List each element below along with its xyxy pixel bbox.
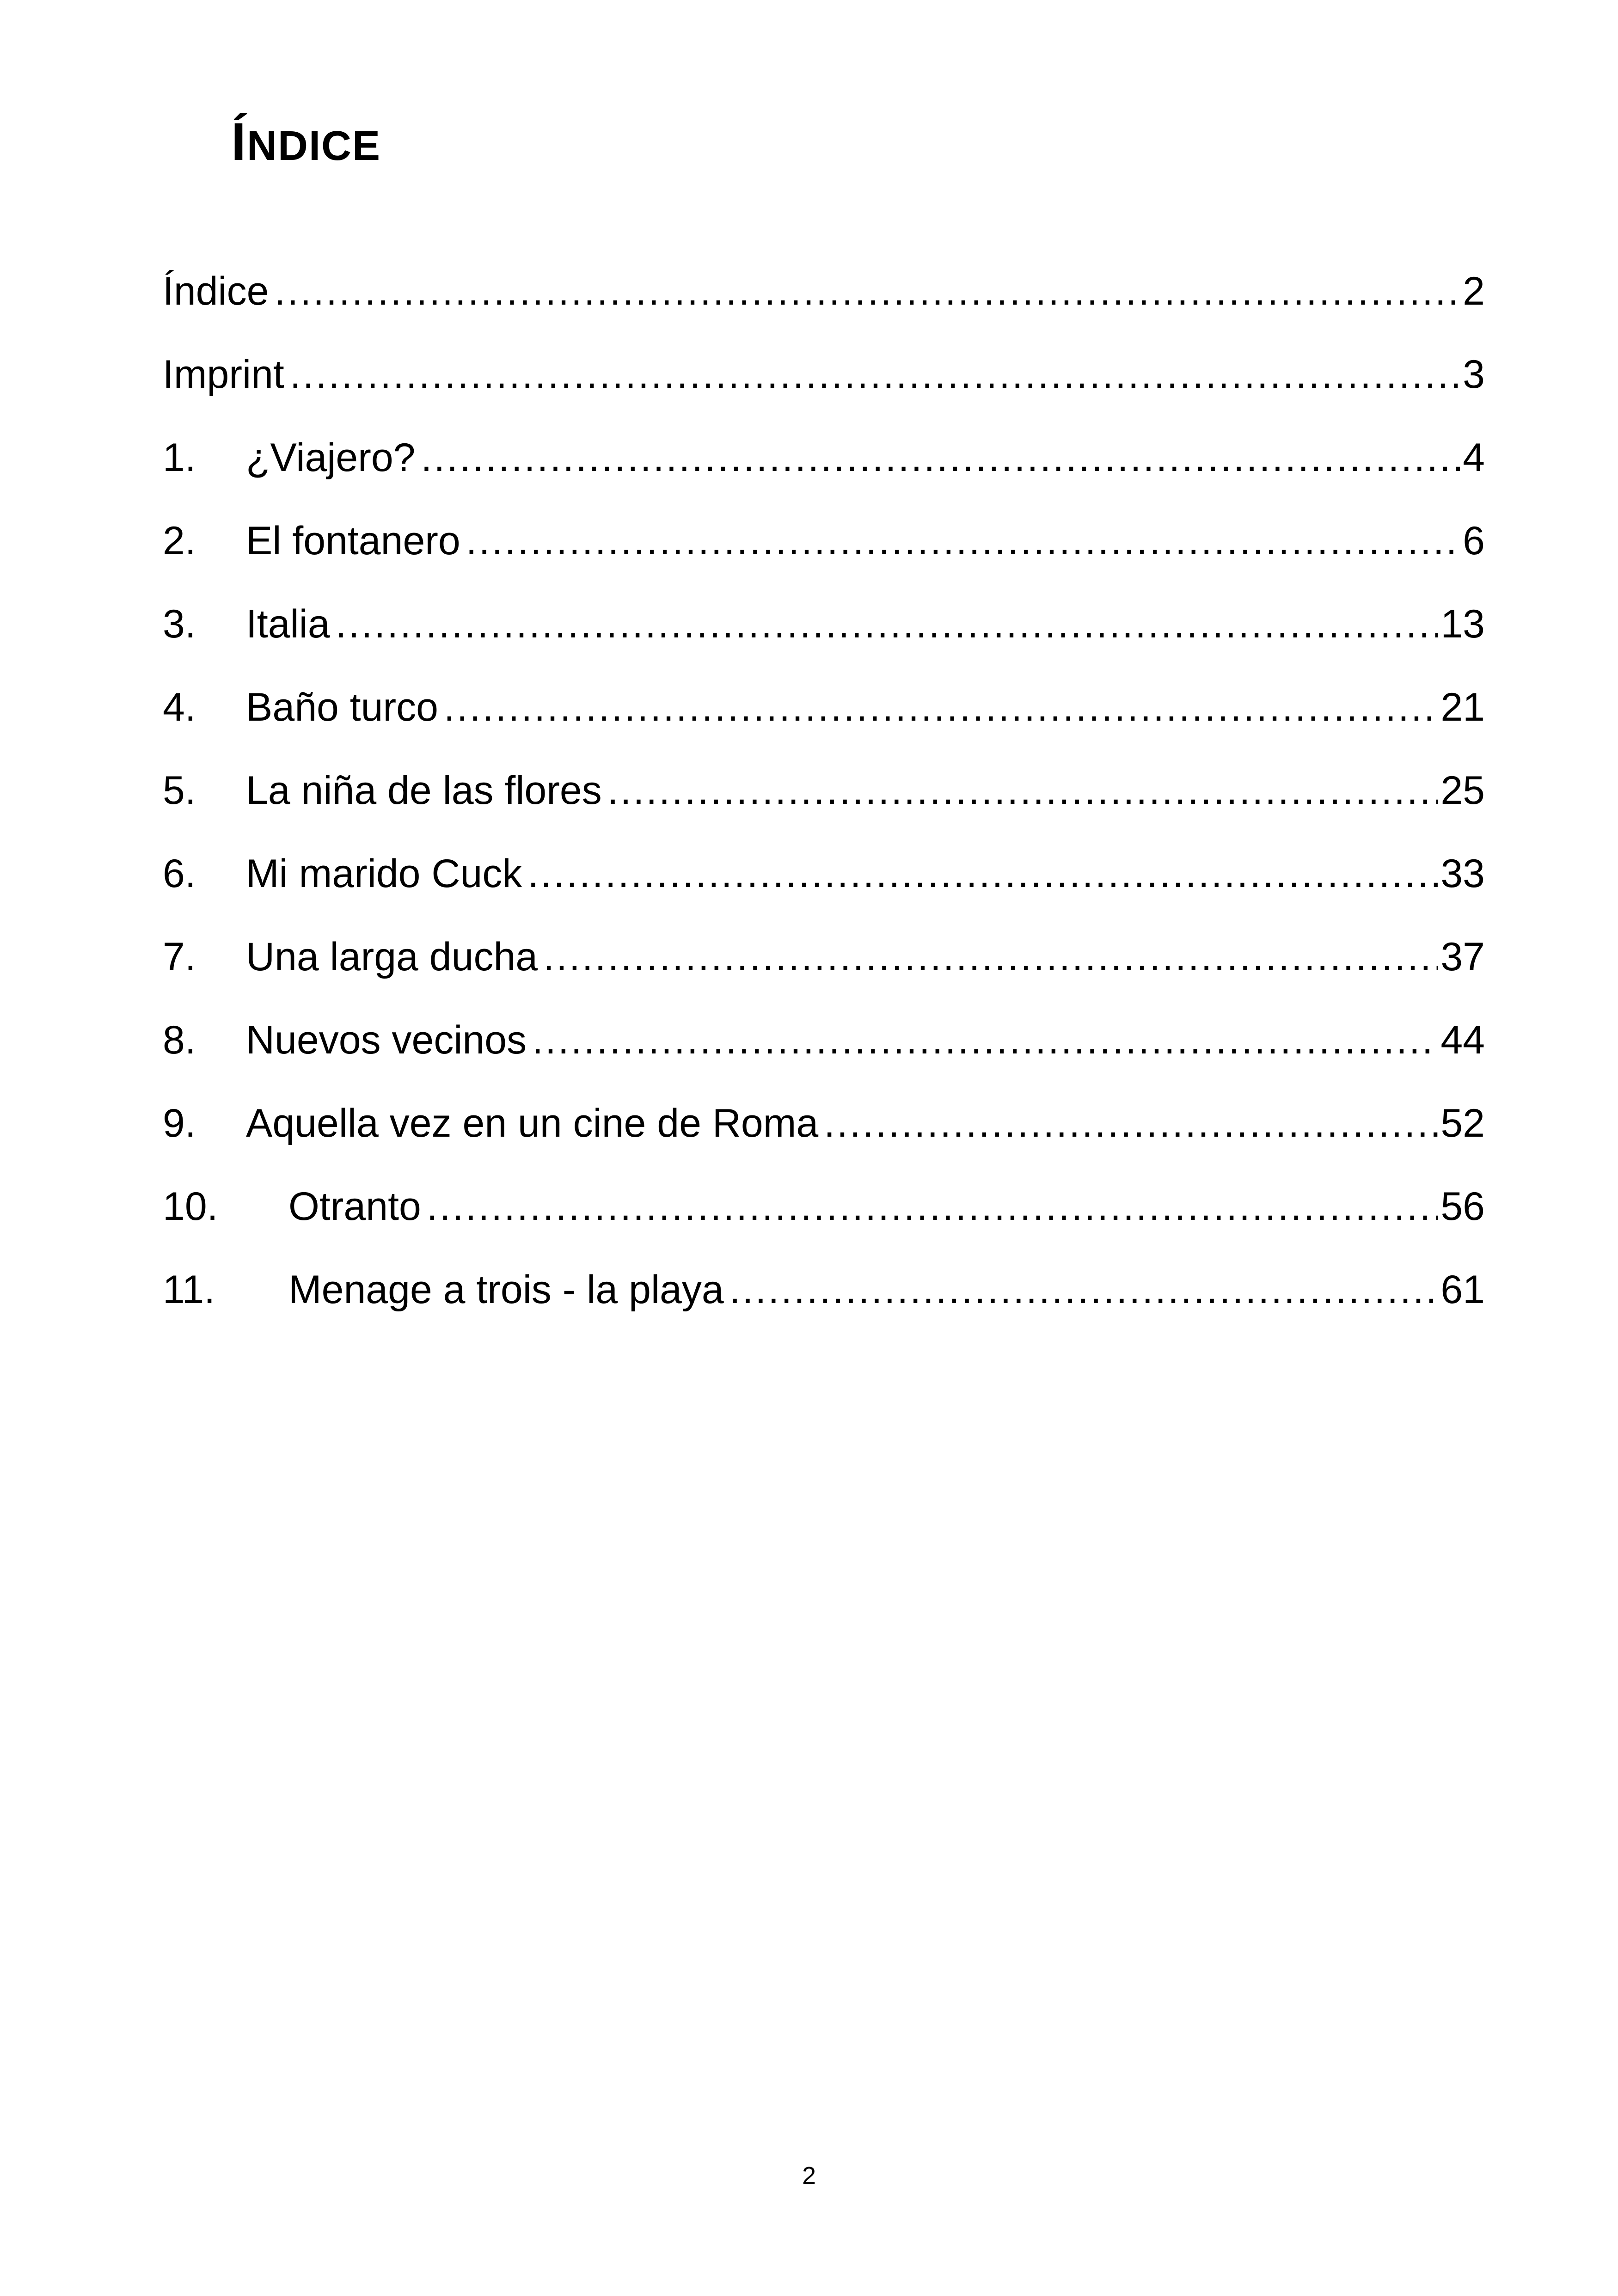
toc-entry-title: El fontanero <box>246 519 460 563</box>
toc-entry-number: 6. <box>163 851 196 896</box>
toc-leader-dots <box>527 832 1438 915</box>
toc-entry-number: 2. <box>163 519 196 563</box>
toc-leader-dots <box>290 333 1460 416</box>
toc-entry-title: Mi marido Cuck <box>246 851 522 896</box>
toc-entry-page: 6 <box>1463 519 1485 563</box>
toc-entry-title: La niña de las flores <box>246 768 602 813</box>
toc-entry-title: Nuevos vecinos <box>246 1018 527 1062</box>
toc-entry-number: 10. <box>163 1184 218 1229</box>
toc-leader-dots <box>824 1082 1438 1165</box>
toc-leader-dots <box>336 582 1438 666</box>
toc-entry-page: 37 <box>1440 935 1485 979</box>
toc-leader-dots <box>275 250 1460 333</box>
toc-entry-number: 11. <box>163 1267 215 1312</box>
toc-entry-page: 33 <box>1440 851 1485 896</box>
toc-entry-number: 3. <box>163 602 196 646</box>
toc-entry-page: 3 <box>1463 352 1485 397</box>
toc-entry-number: 7. <box>163 935 196 979</box>
toc-leader-dots <box>543 915 1438 998</box>
toc-entry-title: Otranto <box>288 1184 421 1229</box>
toc-entry-page: 2 <box>1463 269 1485 313</box>
toc-entry-number: 4. <box>163 685 196 729</box>
toc-entry-page: 44 <box>1440 1018 1485 1062</box>
toc-entry-chapter-1[interactable] <box>163 416 1485 499</box>
toc-entry-page: 61 <box>1440 1267 1485 1312</box>
toc-leader-dots <box>427 1165 1438 1248</box>
toc-entry-title: Índice <box>163 269 269 313</box>
toc-entry-page: 52 <box>1440 1101 1485 1145</box>
toc-entry-indice[interactable] <box>163 250 1485 333</box>
toc-entry-chapter-9[interactable] <box>163 1082 1485 1165</box>
toc-entry-title: Italia <box>246 602 330 646</box>
toc-entry-title: Una larga ducha <box>246 935 538 979</box>
toc-leader-dots <box>421 416 1460 499</box>
toc-entry-number: 9. <box>163 1101 196 1145</box>
toc-leader-dots <box>466 499 1460 582</box>
toc-entry-page: 21 <box>1440 685 1485 729</box>
toc-entry-chapter-10[interactable] <box>163 1165 1485 1248</box>
toc-entry-chapter-5[interactable] <box>163 749 1485 832</box>
toc-entry-chapter-3[interactable] <box>163 582 1485 666</box>
toc-entry-chapter-7[interactable] <box>163 915 1485 998</box>
toc-leader-dots <box>444 666 1438 749</box>
page-title <box>231 112 381 171</box>
toc-leader-dots <box>532 998 1438 1082</box>
toc-entry-chapter-8[interactable] <box>163 998 1485 1082</box>
toc-entry-chapter-11[interactable] <box>163 1248 1485 1331</box>
toc-entry-page: 4 <box>1463 435 1485 480</box>
table-of-contents <box>163 250 1485 1331</box>
toc-entry-chapter-4[interactable] <box>163 666 1485 749</box>
toc-entry-chapter-2[interactable] <box>163 499 1485 582</box>
toc-entry-title: ¿Viajero? <box>246 435 416 480</box>
toc-entry-title: Imprint <box>163 352 284 397</box>
toc-entry-page: 25 <box>1440 768 1485 813</box>
page-title-rest: NDICE <box>246 123 381 169</box>
toc-entry-title: Aquella vez en un cine de Roma <box>246 1101 819 1145</box>
page-number: 2 <box>802 2162 816 2190</box>
toc-entry-number: 8. <box>163 1018 196 1062</box>
toc-entry-title: Baño turco <box>246 685 438 729</box>
page-title-initial: Í <box>231 112 247 171</box>
toc-entry-chapter-6[interactable] <box>163 832 1485 915</box>
toc-entry-page: 56 <box>1440 1184 1485 1229</box>
toc-entry-title: Menage a trois - la playa <box>288 1267 724 1312</box>
toc-entry-number: 5. <box>163 768 196 813</box>
toc-entry-page: 13 <box>1440 602 1485 646</box>
toc-entry-number: 1. <box>163 435 196 480</box>
toc-leader-dots <box>607 749 1438 832</box>
toc-entry-imprint[interactable] <box>163 333 1485 416</box>
toc-leader-dots <box>729 1248 1438 1331</box>
